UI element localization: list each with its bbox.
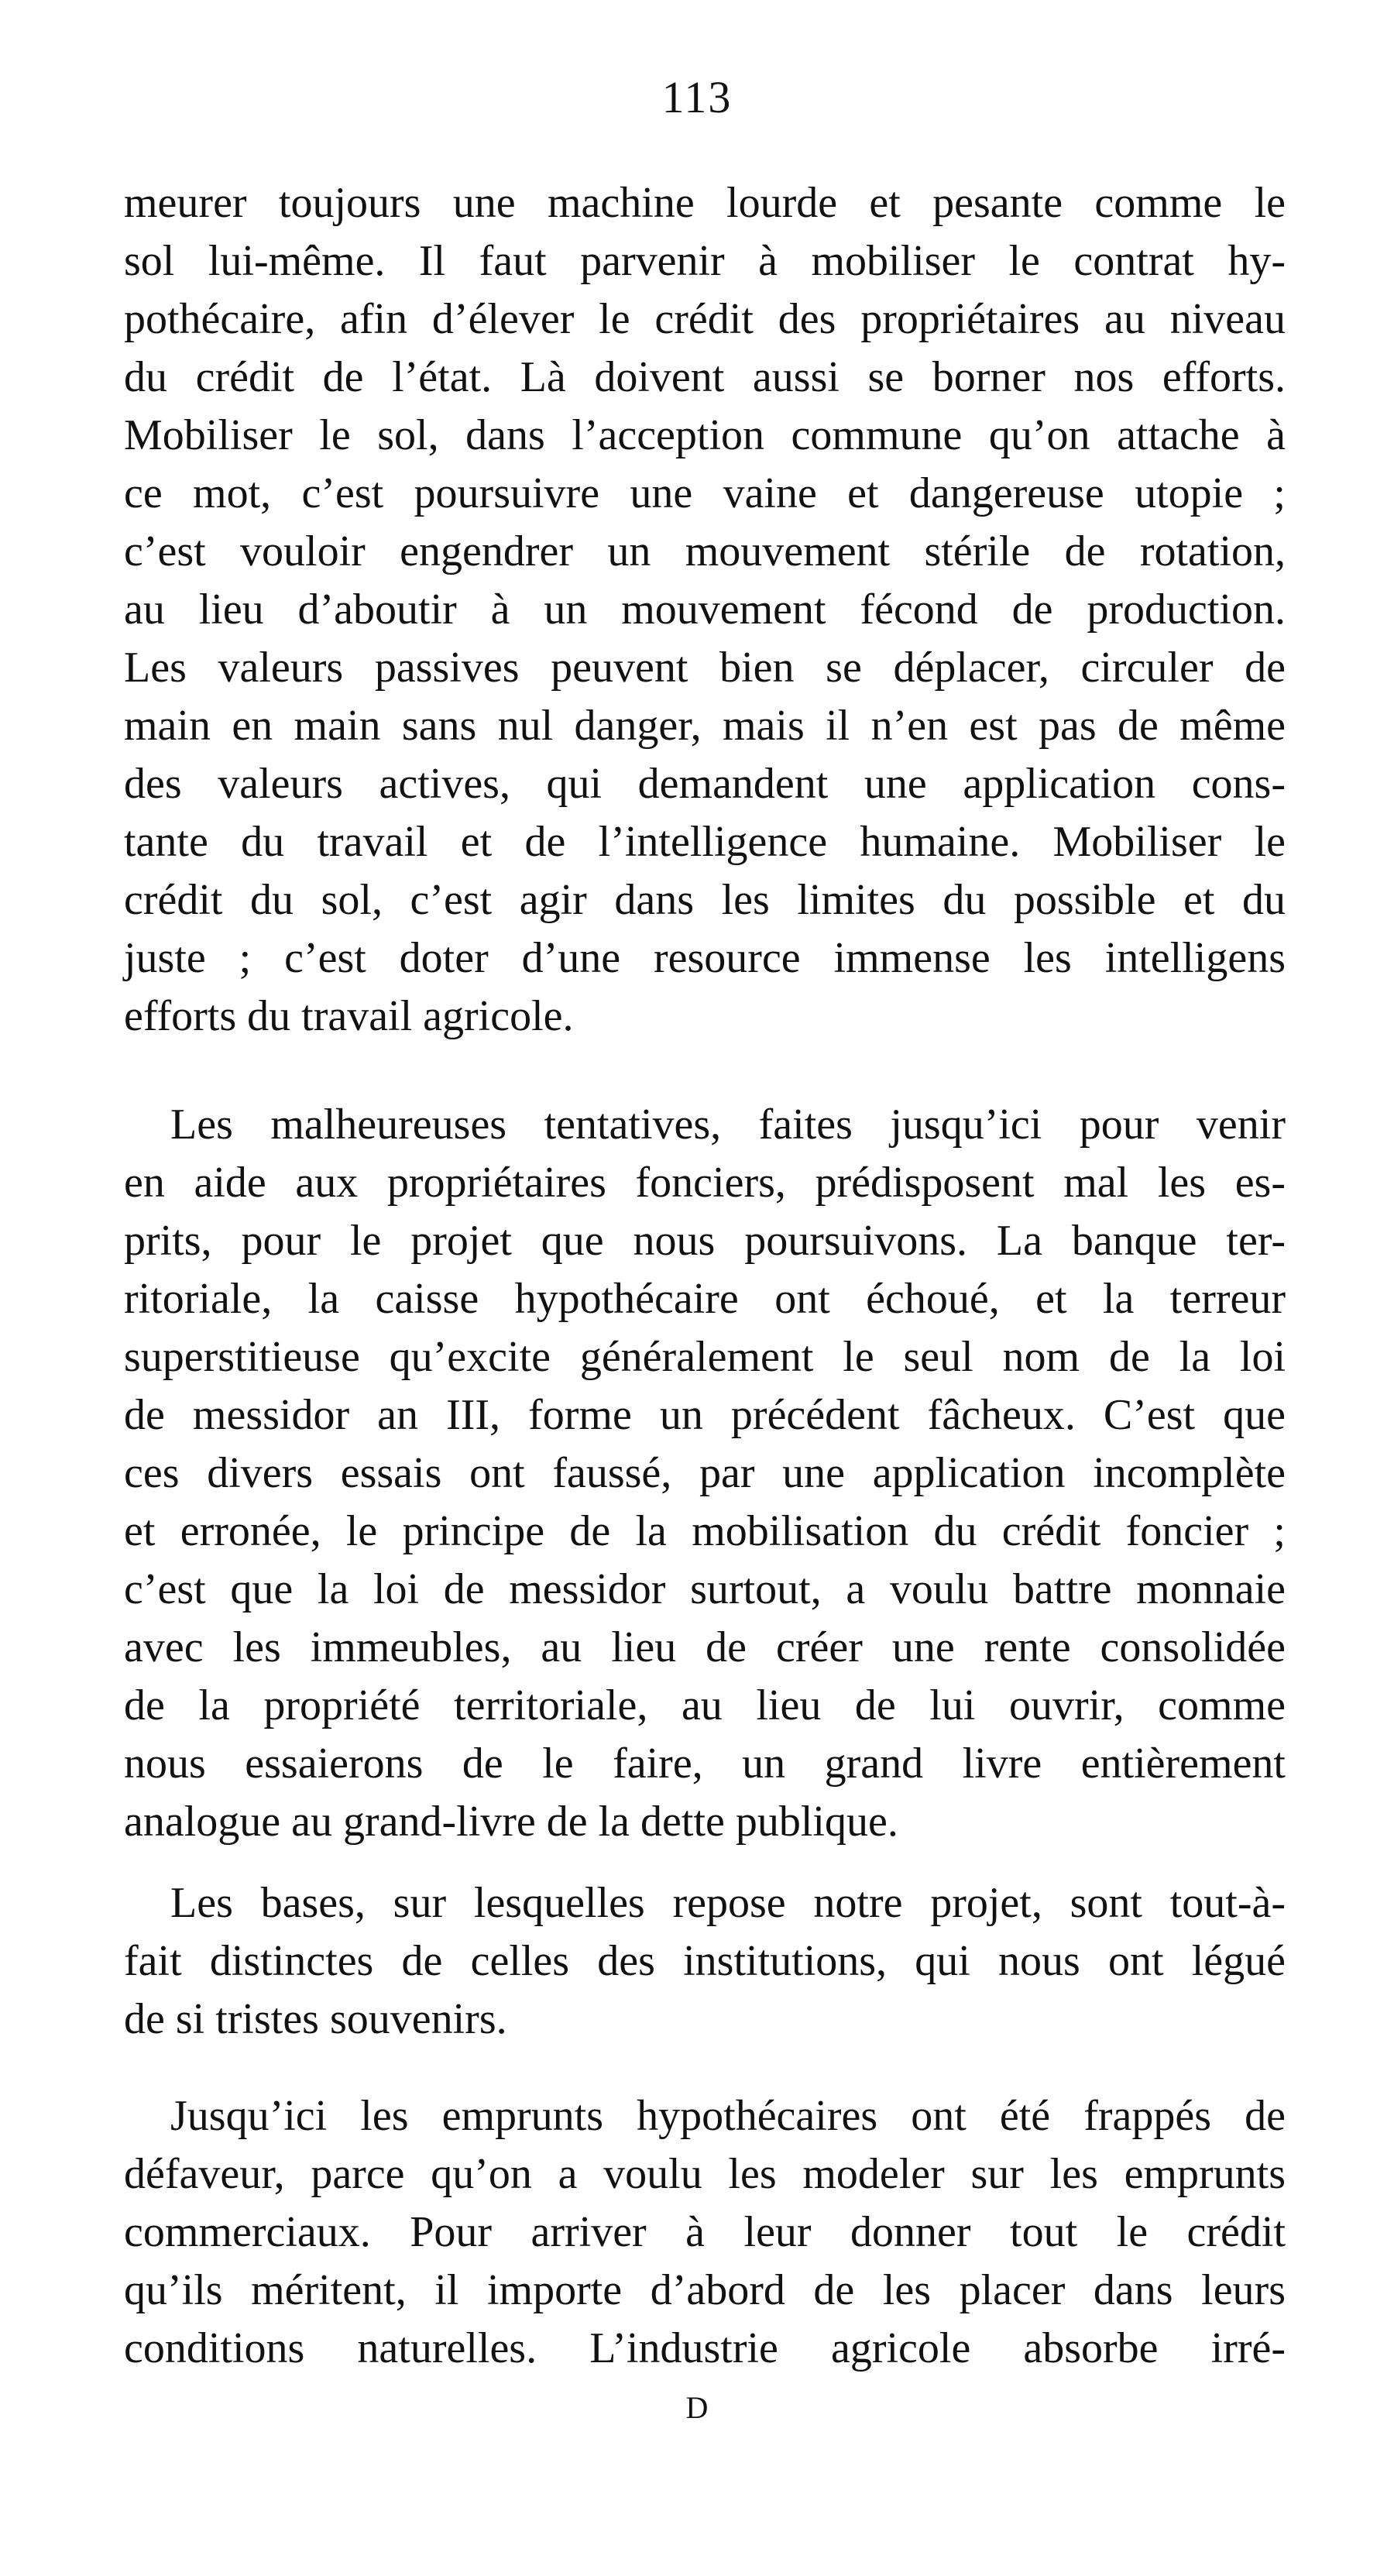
text-line: fait distinctes de celles des institutions, qui nous ont légué [124,1937,1286,1985]
text-line: main en main sans nul danger, mais il n’en est pas de même [124,702,1286,750]
text-line: nous essaierons de le faire, un grand livre entièrement [124,1740,1286,1788]
text-line: Mobiliser le sol, dans l’acception commune qu’on attache à [124,411,1286,459]
text-line: efforts du travail agricole. [124,992,574,1040]
text-line: tante du travail et de l’intelligence humaine. Mobiliser le [124,818,1286,866]
text-line: superstitieuse qu’excite généralement le seul nom de la loi [124,1333,1286,1381]
text-line: avec les immeubles, au lieu de créer une rente consolidée [124,1623,1286,1671]
text-line: c’est que la loi de messidor surtout, a voulu battre monnaie [124,1565,1286,1613]
paragraph-3 [124,1874,1286,2049]
text-line: des valeurs actives, qui demandent une application cons- [124,760,1286,808]
text-line: en aide aux propriétaires fonciers, prédisposent mal les es- [124,1159,1286,1207]
text-line: juste ; c’est doter d’une resource immense les intelligens [124,934,1286,982]
text-line: de la propriété territoriale, au lieu de lui ouvrir, comme [124,1681,1286,1729]
text-line: meurer toujours une machine lourde et pesante comme le [124,179,1286,227]
text-line: ces divers essais ont faussé, par une application incomplète [124,1449,1286,1497]
text-line: Les bases, sur lesquelles repose notre projet, sont tout-à- [170,1879,1286,1927]
paragraph-1 [124,174,1286,1046]
text-line: et erronée, le principe de la mobilisation du crédit foncier ; [124,1507,1286,1555]
signature-mark: D [685,2390,709,2425]
text-line: de messidor an III, forme un précédent fâcheux. C’est que [124,1391,1286,1439]
text-line: de si tristes souvenirs. [124,1995,507,2043]
text-line: conditions naturelles. L’industrie agricole absorbe irré- [124,2324,1286,2372]
page-number: 113 [661,72,733,122]
text-line: du crédit de l’état. Là doivent aussi se borner nos efforts. [124,353,1286,401]
text-line: au lieu d’aboutir à un mouvement fécond de production. [124,586,1286,634]
text-line: ce mot, c’est poursuivre une vaine et dangereuse utopie ; [124,469,1286,517]
text-line: qu’ils méritent, il importe d’abord de les placer dans leurs [124,2266,1286,2314]
text-line: défaveur, parce qu’on a voulu les modeler sur les emprunts [124,2150,1286,2198]
text-line: ritoriale, la caisse hypothécaire ont échoué, et la terreur [124,1275,1286,1323]
text-line: analogue au grand-livre de la dette publique. [124,1798,898,1846]
text-line: prits, pour le projet que nous poursuivons. La banque ter- [124,1217,1286,1265]
text-line: crédit du sol, c’est agir dans les limites du possible et du [124,876,1286,924]
text-line: pothécaire, afin d’élever le crédit des propriétaires au niveau [124,295,1286,343]
paragraph-2 [124,1096,1286,1851]
text-line: Les malheureuses tentatives, faites jusqu’ici pour venir [170,1101,1286,1149]
text-line: Jusqu’ici les emprunts hypothécaires ont été frappés de [170,2092,1286,2140]
text-line: commerciaux. Pour arriver à leur donner tout le crédit [124,2208,1286,2256]
text-line: sol lui-même. Il faut parvenir à mobiliser le contrat hy- [124,237,1286,285]
text-line: c’est vouloir engendrer un mouvement stérile de rotation, [124,527,1286,575]
text-line: Les valeurs passives peuvent bien se déplacer, circuler de [124,644,1286,692]
paragraph-4 [124,2087,1286,2378]
